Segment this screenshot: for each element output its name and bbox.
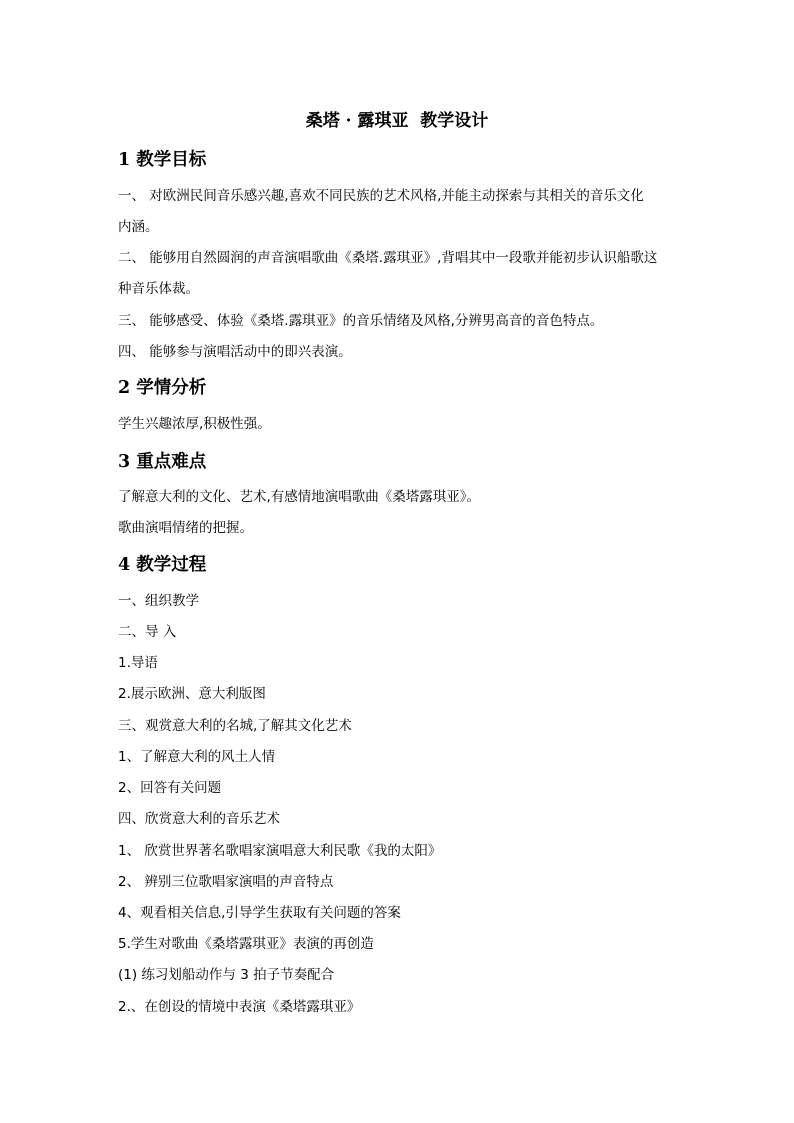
paragraph-line: 二、 能够用自然圆润的声音演唱歌曲《桑塔.露琪亚》,背唱其中一段歌并能初步认识船歌这 [118, 250, 658, 266]
paragraph-line: 一、组织教学 [118, 593, 199, 609]
paragraph-line: 内涵。 [118, 219, 159, 235]
document-title: 桑塔 · 露琪亚 教学设计 [305, 111, 489, 131]
section-heading-objectives: 1 教学目标 [118, 150, 207, 170]
paragraph-line: 2.、在创设的情境中表演《桑塔露琪亚》 [118, 999, 361, 1015]
paragraph-line: 一、 对欧洲民间音乐感兴趣,喜欢不同民族的艺术风格,并能主动探索与其相关的音乐文化 [118, 188, 644, 204]
section-heading-key-points: 3 重点难点 [118, 452, 207, 472]
paragraph-line: 二、导 入 [118, 624, 177, 640]
paragraph-line: 1、了解意大利的风土人情 [118, 749, 276, 765]
paragraph-line: 四、欣赏意大利的音乐艺术 [118, 811, 280, 827]
paragraph-line: 了解意大利的文化、艺术,有感情地演唱歌曲《桑塔露琪亚》。 [118, 489, 481, 505]
paragraph-line: 四、 能够参与演唱活动中的即兴表演。 [118, 344, 352, 360]
paragraph-line: 2.展示欧洲、意大利版图 [118, 686, 266, 702]
paragraph-line: 1、 欣赏世界著名歌唱家演唱意大利民歌《我的太阳》 [118, 843, 442, 859]
paragraph-line: 三、观赏意大利的名城,了解其文化艺术 [118, 718, 352, 734]
paragraph-line: 2、 辨别三位歌唱家演唱的声音特点 [118, 874, 334, 890]
paragraph-line: 三、 能够感受、体验《桑塔.露琪亚》的音乐情绪及风格,分辨男高音的音色特点。 [118, 313, 604, 329]
paragraph-line: 2、回答有关问题 [118, 780, 222, 796]
paragraph-line: (1) 练习划船动作与 3 拍子节奏配合 [118, 967, 335, 983]
paragraph-line: 1.导语 [118, 655, 158, 671]
paragraph-line: 学生兴趣浓厚,积极性强。 [118, 416, 271, 432]
paragraph-line: 4、观看相关信息,引导学生获取有关问题的答案 [118, 905, 401, 921]
paragraph-line: 歌曲演唱情绪的把握。 [118, 520, 253, 536]
section-heading-process: 4 教学过程 [118, 555, 207, 575]
paragraph-line: 5.学生对歌曲《桑塔露琪亚》表演的再创造 [118, 936, 374, 952]
paragraph-line: 种音乐体裁。 [118, 281, 199, 297]
section-heading-analysis: 2 学情分析 [118, 378, 207, 398]
